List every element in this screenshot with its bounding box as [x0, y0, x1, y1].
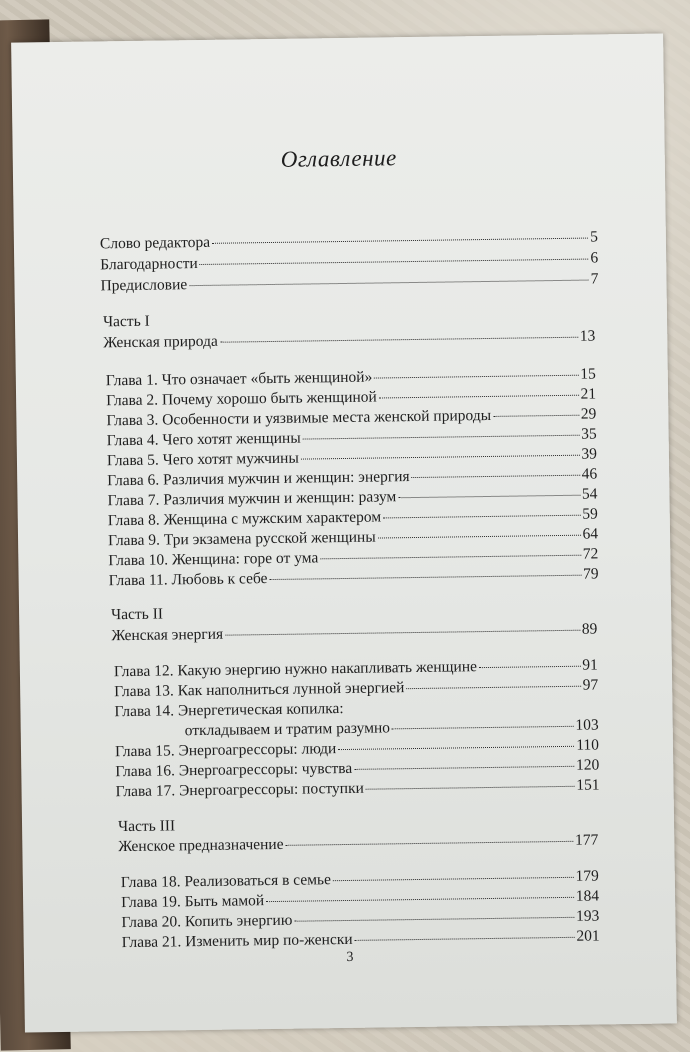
part-title: Женская природа 13: [103, 327, 596, 352]
chapter-entry: Глава 8. Женщина с мужским характером 59: [107, 505, 598, 530]
chapter-entry: Глава 1. Что означает «быть женщиной» 15: [105, 365, 596, 390]
chapter-entry: Глава 6. Различия мужчин и женщин: энергия 46: [107, 465, 598, 490]
chapter-entry: Глава 18. Реализоваться в семье 179: [120, 867, 599, 892]
chapter-entry: Глава 16. Энергоагрессоры: чувства 120: [115, 756, 600, 781]
part-heading: Часть III: [117, 817, 176, 836]
dot-leader: [225, 630, 580, 636]
dot-leader: [212, 238, 588, 244]
part-heading: Часть II: [111, 605, 164, 624]
dot-leader: [286, 841, 574, 846]
page-number: 3: [346, 949, 354, 966]
part-title: Женское предназначение 177: [118, 831, 599, 856]
chapter-entry: Глава 7. Различия мужчин и женщин: разум 54: [107, 485, 598, 510]
toc-entry: Слово редактора 5: [99, 228, 599, 253]
chapter-entry: Глава 17. Энергоагрессоры: поступки 151: [115, 776, 600, 801]
chapter-entry: Глава 19. Быть мамой 184: [121, 887, 600, 912]
dot-leader: [200, 259, 589, 265]
book-page: [11, 33, 677, 1032]
chapter-entry: Глава 15. Энергоагрессоры: люди 110: [114, 736, 600, 761]
chapter-entry: Глава 12. Какую энергию нужно накапливать женщине 91: [113, 656, 598, 681]
chapter-entry: Глава 2. Почему хорошо быть женщиной 21: [106, 385, 597, 410]
chapter-entry: Глава 3. Особенности и уязвимые места женской природы 29: [106, 405, 597, 430]
toc-entry: Благодарности 6: [100, 249, 599, 274]
chapter-entry: Глава 13. Как наполниться лунной энергией 97: [114, 676, 599, 701]
chapter-entry: Глава 21. Изменить мир по-женски 201: [121, 927, 600, 952]
chapter-entry: Глава 9. Три экзамена русской женщины 64: [107, 525, 599, 550]
dot-leader: [189, 280, 589, 287]
chapter-entry: Глава 20. Копить энергию 193: [121, 907, 600, 932]
page-title: Оглавление: [280, 145, 397, 172]
dot-leader: [220, 337, 578, 343]
part-heading: Часть I: [102, 312, 150, 331]
toc-entry: Предисловие 7: [100, 270, 599, 295]
chapter-entry: Глава 11. Любовь к себе 79: [108, 565, 599, 590]
chapter-entry: Глава 5. Чего хотят мужчины 39: [106, 445, 598, 470]
chapter-entry-continuation: откладываем и тратим разумно 103: [184, 716, 599, 740]
part-title: Женская энергия 89: [111, 620, 598, 645]
chapter-entry: Глава 4. Чего хотят женщины 35: [106, 425, 597, 450]
chapter-entry: Глава 14. Энергетическая копилка:: [114, 700, 344, 721]
chapter-entry: Глава 10. Женщина: горе от ума 72: [108, 545, 599, 570]
